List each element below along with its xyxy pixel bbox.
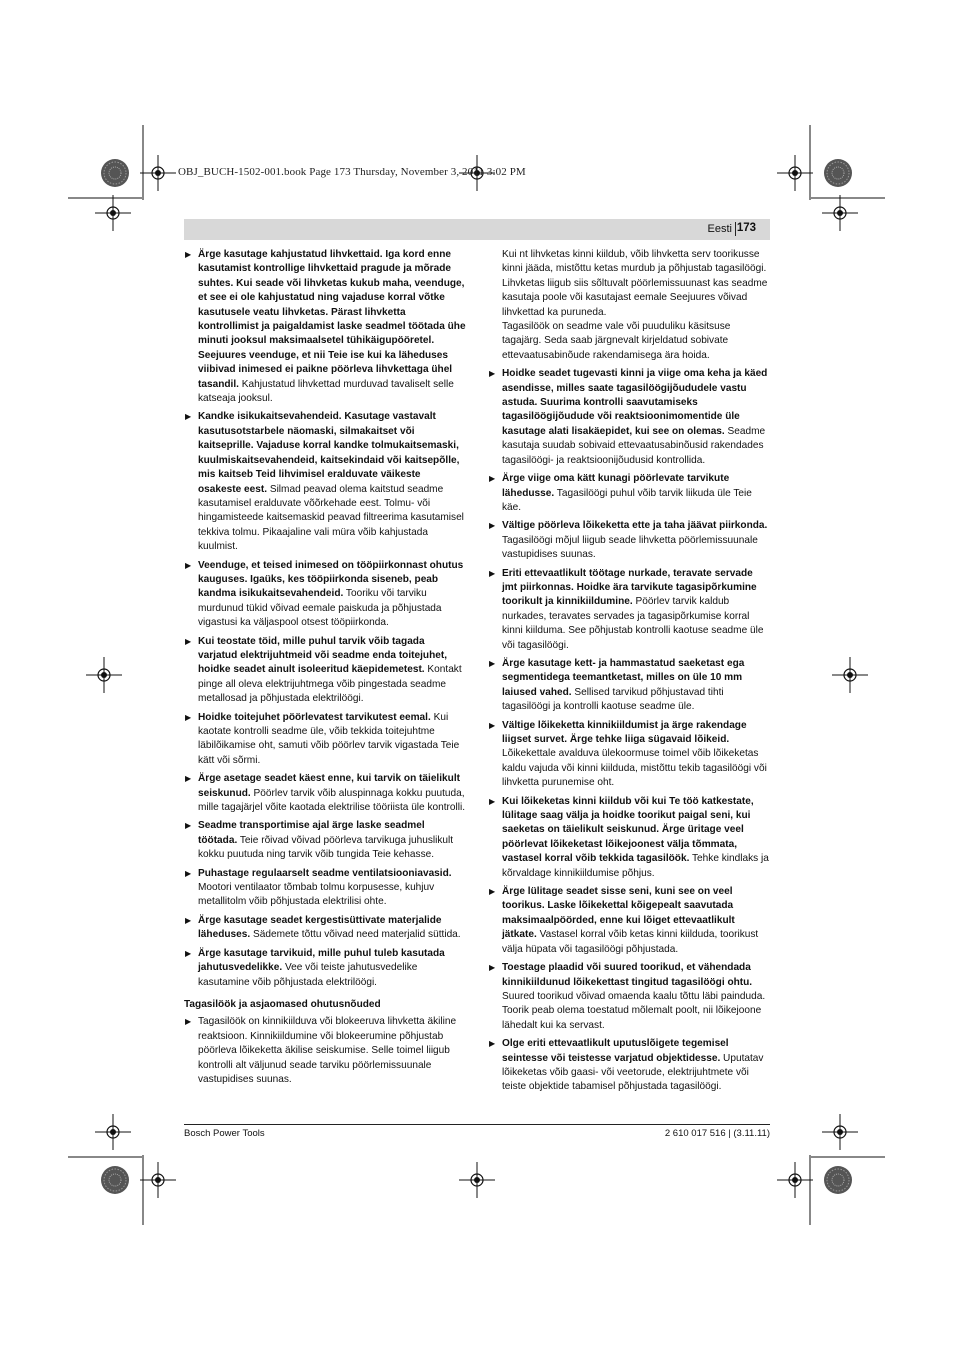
page-footer [184,1124,770,1139]
list-item: ▶ Hoidke toitejuhet pöörlevatest tarvikutest eemal. Kui kaotate kontrolli seadme üle, võib tekkida toitejuhtme läbilõikamise oht, samuti võib pöörlev tarvik vigastada Teie kätt või sõrmi. [185,711,460,766]
list-item: ▶ Hoidke seadet tugevasti kinni ja viige oma keha ja käed asendisse, milles saate tagasilöögijõududele vastu astuda. Suurima kontrolli saavutamiseks tagasilöögijõudude või reaktsioonimomentide üle kasutage alati lisakäepidet, kui see on olemas. Seadme kasutaja suudab sobivaid ettevaatusabinõusid rakendades tagasilöögi- ja reaktsioonijõudusid kontrollida. [489,368,768,466]
list-item: ▶ Eriti ettevaatlikult töötage nurkade, teravate servade jmt piirkonnas. Hoidke ära tarvikute tagasipõrkumine toorikult ja kinnikiildumine. Pöörlev tarvik kaldub nurkades, teravates servades ja tagasipõrkumise korral kinni kiilduma. See põhjustab kontrolli kaotuse seadme üle või tagasilöögi. [489,567,764,651]
page-number: 173 [736,222,756,234]
header-language: Eesti [707,223,732,235]
bullet-triangle-icon: ▶ [185,821,192,831]
bullet-triangle-icon: ▶ [185,712,192,722]
section-heading: Tagasilöök ja asjaomased ohutusnõuded [184,998,381,1010]
paragraph: Tagasilöök on seadme vale või puuduliku käsitsuse tagajärg. Seda saab järgnevalt kirjeldatud sobivate ettevaatusabinõude rakendamisega ära hoida. [502,321,731,361]
list-item: ▶ Ärge kasutage tarvikuid, mille puhul tuleb kasutada jahutusvedelikke. Vee või teiste jahutusvedelike kasutamine võib põhjustada elektrilöögi. [185,947,445,988]
bullet-triangle-icon: ▶ [185,412,192,422]
list-item: ▶ Ärge kasutage kett- ja hammastatud saeketast ega segmentidega teemantketast, milles on üle 10 mm laiused vahed. Sellised tarvikud põhjustavad tihti tagasilöögi ja kontrolli kaotuse seadme üle. [489,657,745,713]
list-item: ▶ Ärge kasutage kahjustatud lihvkettaid. Iga kord enne kasutamist kontrollige lihvkettaid pragude ja mõrade suhtes. Kui seade või lihvketas kukub maha, veenduge, et see ei ole kahjustatud ning vajaduse korral võtke kasutusele veatu lihvketas. Pärast lihvketta kontrollimist ja paigaldamist laske seadmel töötada ühe minuti jooksul maksimaalsetel tühikäigupööretel. Seejuures veenduge, et nii Teie ise kui ka läheduses viibivad inimesed ei paikne pöörleva lihvkettaga ühel tasandil. Kahjustatud lihvkettad murduvad tavaliselt selle katseaja jooksul. [185,249,466,405]
list-item: ▶ Ärge kasutage seadet kergestisüttivate materjalide läheduses. Sädemete tõttu võivad need materjalid süttida. [185,914,461,941]
list-item: ▶ Puhastage regulaarselt seadme ventilatsiooniavasid. Mootori ventilaator tõmbab tolmu korpusesse, kuhjuv metallitolm võib põhjustada elektrilisi ohte. [185,867,452,908]
bullet-triangle-icon: ▶ [489,369,496,379]
footer-doc-number: 2 610 017 516 | (3.11.11) [664,1128,770,1139]
bullet-triangle-icon: ▶ [489,568,496,578]
list-item: ▶ Olge eriti ettevaatlikult uputuslõigete tegemisel seintesse või teistesse varjatud objektidesse. Uputatav lõikeketas võib gaasi- või veetorude, elektrijuhtmete või teiste objektide tabamisel põhjustada tagasilöögi. [489,1038,764,1093]
bullet-triangle-icon: ▶ [489,720,496,730]
bullet-triangle-icon: ▶ [185,774,192,784]
list-item: ▶ Kui lõikeketas kinni kiildub või kui Te töö katkestate, lülitage saag välja ja hoidke toorikut paigal seni, kui saeketas on täielikult seiskunud. Ärge üritage veel pöörlevat lõikeketast lõikejoonest välja tõmmata, vastasel korral võib tekkida tagasilöök. Tehke kindlaks ja kõrvaldage kinnikiildumise põhjus. [489,795,769,879]
page-header [184,219,770,240]
list-item: ▶ Vältige pöörleva lõikeketta ette ja taha jäävat piirkonda. Tagasilöögi mõjul liigub seade lihvketta pöörlemissuunale vastupidises suunas. [489,520,768,561]
bullet-triangle-icon: ▶ [489,521,496,531]
bullet-triangle-icon: ▶ [185,636,192,646]
bullet-triangle-icon: ▶ [489,658,496,668]
list-item: ▶ Ärge viige oma kätt kunagi pöörlevate tarvikute lähedusse. Tagasilöögi puhul võib tarvik liikuda üle Teie käe. [489,473,752,513]
list-item: ▶ Ärge lülitage seadet sisse seni, kuni see on veel toorikus. Laske lõikekettal kõigepealt saavutada maksimaalpöörded, enne kui lõiget ettevaatlikult jätkate. Vastasel korral võib ketas kinni kiilduda, toorikust välja hüpata või tagasilöögi põhjustada. [489,886,759,955]
bullet-triangle-icon: ▶ [185,1017,192,1027]
bullet-triangle-icon: ▶ [185,948,192,958]
list-item: ▶ Kandke isikukaitsevahendeid. Kasutage vastavalt kasutusotstarbele näomaski, silmakaitset või kaitseprille. Vajaduse korral kandke tolmukaitsemaski, kuulmiskaitsevahendeid, kaitsekindaid või kaitsepõlle, mis kaitseb Teid lihvimisel eralduvate väikeste osakeste eest. Silmad peavad olema kaitstud seadme kasutamisel eralduvate võõrkehade eest. Tolmu- või hingamisteede kaitsemaskid peavad filtreerima kasutamisel tekkiva tolmu. Pikaajaline vali müra võib kahjustada kuulmist. [185,411,464,553]
list-item: ▶ Kui teostate töid, mille puhul tarvik võib tagada varjatud elektrijuhtmeid või seadme enda toitejuhet, hoidke seadet ainult isoleeritud käepidemetest. Kontakt pinge all oleva elektrijuhtmega võib pingestada seadme metallosad ja põhjustada elektrilöögi. [185,635,462,705]
list-item: ▶ Seadme transportimise ajal ärge laske seadmel töötada. Teie rõivad võivad pöörleva tarvikuga juhuslikult kokku puutuda ning tarvik võib tungida Teie kehasse. [185,820,454,861]
bullet-triangle-icon: ▶ [489,887,496,897]
print-slug: OBJ_BUCH-1502-001.book Page 173 Thursday, November 3, 2011 3:02 PM [178,166,526,178]
right-column [488,248,770,1099]
bullet-triangle-icon: ▶ [185,868,192,878]
bullet-triangle-icon: ▶ [489,1039,496,1049]
list-item: ▶ Toestage plaadid või suured toorikud, et vähendada kinnikiildunud lõikekettast tingitud tagasilöögi ohtu. Suured toorikud võivad omaenda kaalu tõttu läbi painduda. Toorik peab olema toestatud mõlemalt poolt, nii lõikejoone lähedalt kui ka servast. [489,962,766,1031]
list-item: ▶ Tagasilöök on kinnikiilduva või blokeeruva lihvketta äkiline reaktsioon. Kinnikiildumine või blokeerumine põhjustab pöörleva lõikeketta äkilise seiskumise. Selle toimel liigub kontrolli alt väljunud seade tarviku pöörlemissuunale vastupidises suunas. [185,1016,457,1085]
list-item: ▶ Veenduge, et teised inimesed on tööpiirkonnast ohutus kauguses. Igaüks, kes tööpiirkonda siseneb, peab kandma isikukaitsevahendeid. Tooriku või tarviku murdunud tükid võivad eemale paiskuda ja põhjustada vigastusi ka väljaspool otsest tööpiirkonda. [185,559,464,629]
bullet-triangle-icon: ▶ [489,474,496,484]
bullet-triangle-icon: ▶ [185,915,192,925]
bullet-triangle-icon: ▶ [489,963,496,973]
footer-brand: Bosch Power Tools [184,1128,265,1139]
paragraph: Kui nt lihvketas kinni kiildub, võib lihvketta serv toorikusse kinni jääda, mistõttu ketas murdub ja põhjustab tagasilöögi. Lihvketas liigub siis sõltuvalt pöörlemissuunast kas seadme kasutaja poole või kasutajast eemale Seejuures võivad lihvkettad ka puruneda. [502,249,768,318]
left-column [184,248,466,1091]
bullet-triangle-icon: ▶ [489,796,496,806]
bullet-triangle-icon: ▶ [185,560,192,570]
list-item: ▶ Ärge asetage seadet käest enne, kui tarvik on täielikult seiskunud. Pöörlev tarvik võib aluspinnaga kokku puutuda, mille tagajärjel võite kaotada elektrilise tööriista üle kontrolli. [185,773,466,814]
list-item: ▶ Vältige lõikeketta kinnikiildumist ja ärge rakendage liigset survet. Ärge tehke liiga sügavaid lõikeid. Lõikekettale avalduva ülekoormuse toimel võib lõikeketas kaldu vajuda või kinni kiilduda, mistõttu tekib tagasilöögi või lihvketta purunemise oht. [489,719,767,789]
bullet-triangle-icon: ▶ [185,250,192,259]
